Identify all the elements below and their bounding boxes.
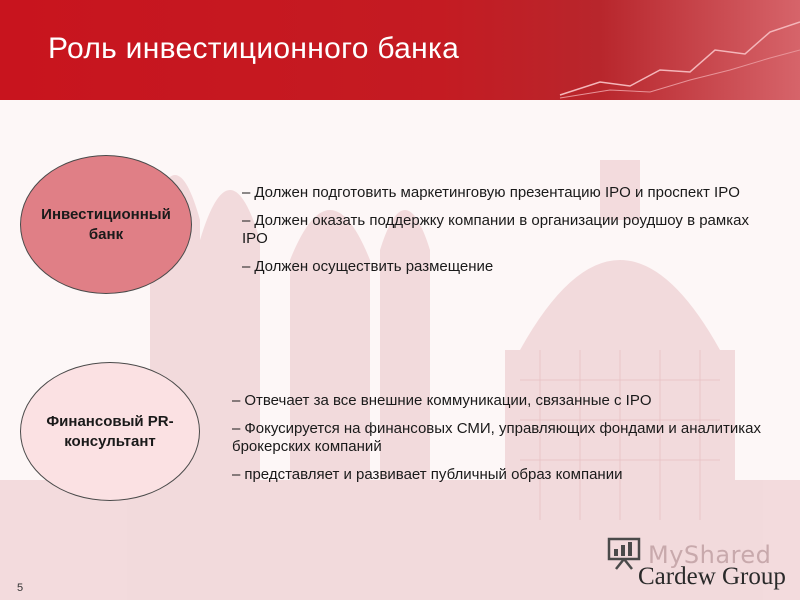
role-label-line: консультант (64, 432, 156, 450)
bullet-text: представляет и развивает публичный образ компании (244, 466, 623, 483)
watermark-logo: MyShared (648, 541, 772, 569)
bullet-dash: – (242, 184, 251, 201)
pr-consultant-duties-list (232, 392, 772, 494)
bullet-text: Должен осуществить размещение (254, 258, 494, 275)
investment-bank-duties-list (242, 184, 762, 286)
bullet-text: Должен подготовить маркетинговую презентацию IPO и проспект IPO (254, 184, 740, 201)
list-item (242, 258, 762, 276)
role-oval-investment-bank (20, 155, 192, 294)
page-number: 5 (17, 582, 24, 594)
bullet-dash: – (242, 258, 251, 275)
company-logo: Cardew Group (638, 563, 786, 590)
bullet-dash: – (232, 420, 241, 437)
role-label-line: Финансовый PR- (46, 412, 174, 430)
slide-title: Роль инвестиционного банка (48, 32, 460, 65)
list-item (232, 466, 772, 484)
role-oval-pr-consultant (20, 362, 200, 501)
list-item (242, 212, 762, 248)
bullet-text: Отвечает за все внешние коммуникации, связанные с IPO (244, 392, 652, 409)
header-band (0, 0, 800, 100)
bullet-dash: – (232, 392, 241, 409)
bullet-text: Должен оказать поддержку компании в организации роудшоу в рамках IPO (242, 212, 749, 247)
presentation-board-icon (606, 536, 642, 570)
bullet-dash: – (242, 212, 251, 229)
bullet-dash: – (232, 466, 241, 483)
list-item (232, 392, 772, 410)
role-label-line: банк (88, 225, 124, 243)
list-item (242, 184, 762, 202)
role-label-line: Инвестиционный (41, 205, 171, 223)
bullet-text: Фокусируется на финансовых СМИ, управляющих фондами и аналитиках брокерских компаний (232, 420, 761, 455)
list-item (232, 420, 772, 456)
